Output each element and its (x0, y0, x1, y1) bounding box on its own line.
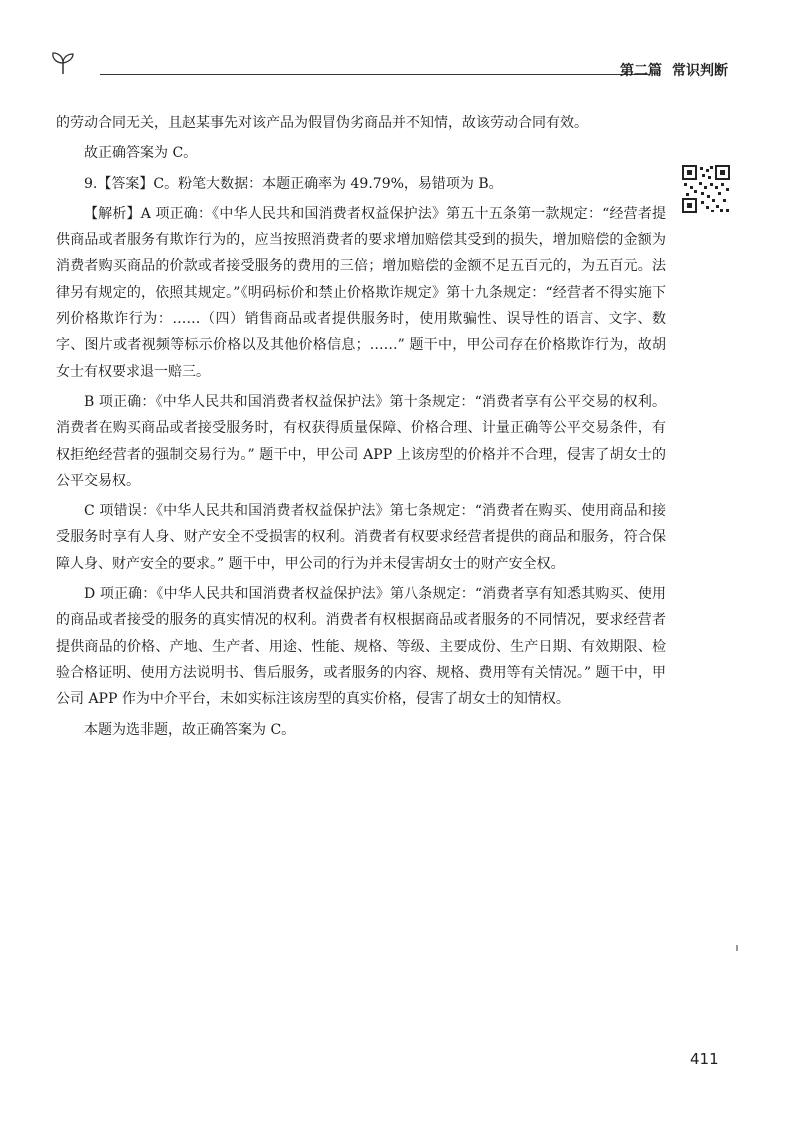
paragraph-conclusion: 本题为选非题，故正确答案为 C。 (84, 721, 296, 738)
paragraph-analysis-c: C 项错误：《中华人民共和国消费者权益保护法》第七条规定：“消费者在购买、使用商品和接受服务时享有人身、财产安全不受损害的权利。消费者有权要求经营者提供的商品和服务，符合保障人身、财产安全的要求。” 题干中，甲公司的行为并未侵害胡女士的财产安全权。 (56, 503, 666, 572)
part-label: 第二篇 (620, 63, 662, 79)
paragraph-analysis-b: B 项正确：《中华人民共和国消费者权益保护法》第十条规定：“消费者享有公平交易的权利。消费者在购买商品或者接受服务时，有权获得质量保障、价格合理、计量正确等公平交易条件，有权拒绝经营者的强制交易行为。” 题干中，甲公司 APP 上该房型的价格并不合理，侵害了胡女士的公平交易权。 (56, 393, 666, 489)
paragraph-answer-8-conclusion: 故正确答案为 C。 (84, 145, 198, 162)
sprout-icon (50, 50, 76, 76)
section-title (620, 60, 728, 80)
paragraph-analysis-d: D 项正确：《中华人民共和国消费者权益保护法》第八条规定：“消费者享有知悉其购买、使用的商品或者接受的服务的真实情况的权利。消费者有权根据商品或者服务的不同情况，要求经营者提供商品的价格、产地、生产者、用途、性能、规格、等级、主要成份、生产日期、有效期限、检验合格证明、使用方法说明书、售后服务，或者服务的内容、规格、费用等有关情况。” 题干中，甲公司 APP 作为中介平台，未如实标注该房型的真实价格，侵害了胡女士的知情权。 (56, 586, 666, 708)
section-label: 常识判断 (672, 63, 728, 79)
qr-code-icon (682, 165, 730, 213)
page-header (40, 44, 730, 84)
paragraph-continuation: 的劳动合同无关，且赵某事先对该产品为假冒伪劣商品并不知情，故该劳动合同有效。 (56, 115, 588, 131)
paragraph-analysis-a: 【解析】A 项正确：《中华人民共和国消费者权益保护法》第五十五条第一款规定：“经营者提供商品或者服务有欺诈行为的，应当按照消费者的要求增加赔偿其受到的损失，增加赔偿的金额为消费者购买商品的价款或者接受服务的费用的三倍；增加赔偿的金额不足五百元的，为五百元。法律另有规定的，依照其规定。”《明码标价和禁止价格欺诈规定》第十九条规定：“经营者不得实施下列价格欺诈行为：……（四）销售商品或者提供服务时，使用欺骗性、误导性的语言、文字、数字、图片或者视频等标示价格以及其他价格信息；……” 题干中，甲公司存在价格欺诈行为，故胡女士有权要求退一赔三。 (56, 205, 666, 380)
page-number: 411 (690, 1050, 719, 1068)
answer-explanation (56, 110, 666, 747)
paragraph-answer-9: 9.【答案】C。粉笔大数据：本题正确率为 49.79%，易错项为 B。 (84, 175, 503, 192)
header-rule (100, 74, 650, 75)
scan-speck (736, 945, 738, 951)
